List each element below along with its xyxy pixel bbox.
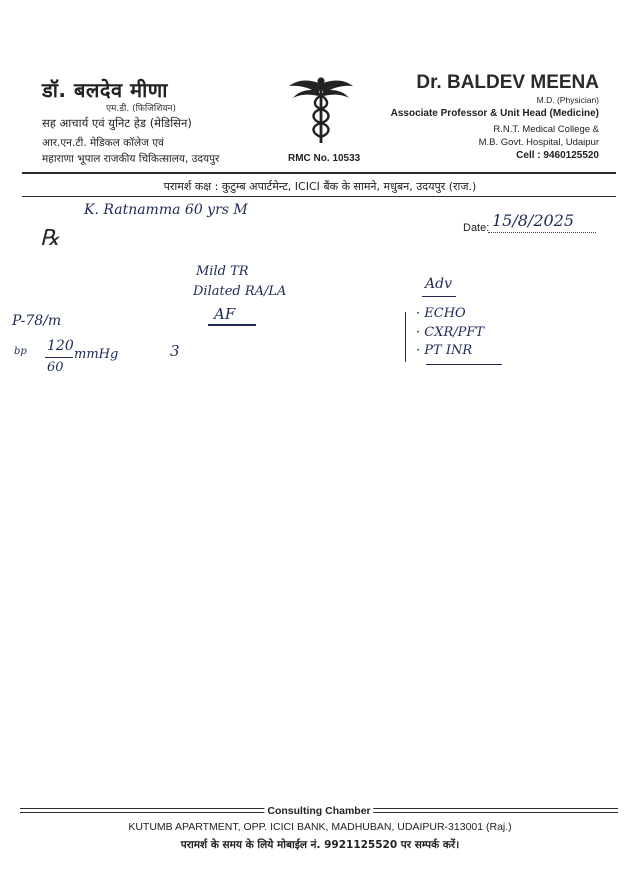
- doctor-name-hindi: डॉ. बलदेव मीणा: [42, 78, 168, 102]
- designation-hindi: सह आचार्य एवं युनिट हेड (मेडिसिन): [42, 116, 192, 130]
- doctor-name-english: Dr. BALDEV MEENA: [416, 72, 599, 93]
- handwritten-mark: 3: [170, 342, 180, 360]
- rx-symbol: ℞: [40, 226, 60, 251]
- advice-underline: [426, 364, 502, 365]
- cell-number: Cell : 9460125520: [516, 150, 599, 161]
- diagnosis-line-2: Dilated RA/LA: [193, 284, 287, 299]
- bp-fraction-line: [45, 357, 73, 358]
- advice-item-1: · ECHO: [416, 306, 466, 321]
- footer-contact: परामर्श के समय के लिये मोबाईल नं. 9921125520 पर सम्पर्क करें।: [180, 839, 460, 851]
- college-english: R.N.T. Medical College &: [493, 124, 599, 135]
- header-divider-bottom: [22, 196, 616, 197]
- bp-unit: mmHg: [74, 347, 119, 362]
- advice-item-2: · CXR/PFT: [416, 325, 485, 340]
- diagnosis-line-3: AF: [214, 305, 236, 323]
- advice-title: Adv: [425, 276, 452, 292]
- consulting-room-address: परामर्श कक्ष : कुटुम्ब अपार्टमेन्ट, ICICI बैंक के सामने, मधुबन, उदयपुर (राज.): [163, 180, 477, 193]
- patient-details: K. Ratnamma 60 yrs M: [84, 202, 248, 218]
- bp-diastolic: 60: [47, 360, 64, 375]
- hospital-english: M.B. Govt. Hospital, Udaipur: [478, 137, 599, 148]
- footer-banner: [20, 804, 618, 820]
- college-hindi: आर.एन.टी. मेडिकल कॉलेज एवं: [42, 137, 164, 149]
- hospital-hindi: महाराणा भूपाल राजकीय चिकित्सालय, उदयपुर: [42, 153, 220, 165]
- pulse-reading: P-78/m: [12, 313, 62, 329]
- date-value: 15/8/2025: [492, 211, 575, 230]
- date-label: Date:: [463, 222, 490, 234]
- advice-bracket: [405, 312, 406, 362]
- rmc-number: RMC No. 10533: [288, 153, 361, 164]
- header-divider-top: [22, 172, 616, 174]
- bp-systolic: 120: [47, 338, 74, 354]
- degree-english: M.D. (Physician): [536, 95, 599, 105]
- bp-label: bp: [14, 346, 27, 357]
- footer-title: Consulting Chamber: [264, 805, 373, 817]
- diagnosis-line-1: Mild TR: [196, 264, 249, 279]
- designation-english: Associate Professor & Unit Head (Medicine): [390, 108, 599, 119]
- diagnosis-underline: [208, 324, 256, 326]
- date-underline: [488, 232, 596, 234]
- degree-hindi: एम.डी. (फिजिशियन): [106, 104, 177, 114]
- caduceus-icon: [288, 74, 354, 146]
- footer-address: KUTUMB APARTMENT, OPP. ICICI BANK, MADHUBAN, UDAIPUR-313001 (Raj.): [128, 821, 512, 833]
- advice-title-underline: [422, 296, 456, 297]
- advice-item-3: · PT INR: [416, 343, 473, 358]
